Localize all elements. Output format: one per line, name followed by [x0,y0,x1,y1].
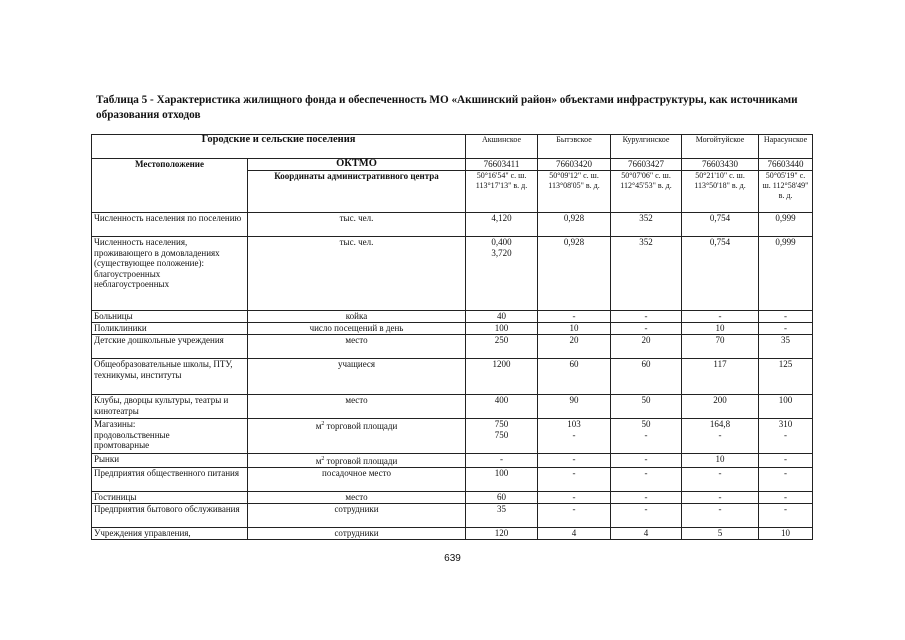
table-row [92,527,813,539]
row-value: 352 [611,213,682,237]
row-value: 10 [538,323,611,335]
coords-label: Координаты административного центра [248,171,466,213]
row-unit: место [248,395,466,419]
row-value: 310 [778,419,793,429]
infrastructure-table [91,134,813,540]
oktmo-row [92,159,813,171]
row-value: 35 [759,335,813,359]
row-value: - [466,454,538,468]
table-row [92,467,813,491]
settlement-name: Нарасунское [759,135,813,159]
row-value: - [759,454,813,468]
row-unit: тыс. чел. [248,213,466,237]
row-value: 60 [466,491,538,503]
row-value: 0,999 [759,213,813,237]
row-unit: койка [248,311,466,323]
row-value: - [538,454,611,468]
oktmo-value: 76603440 [759,159,813,171]
row-unit [248,454,466,468]
row-value: 750 [494,429,509,440]
oktmo-value: 76603420 [538,159,611,171]
row-value: 0,400 [491,237,512,247]
row-value: 125 [759,359,813,395]
row-value: - [682,311,759,323]
row-value: - [538,491,611,503]
row-value: - [682,491,759,503]
page-number: 639 [444,553,461,564]
row-subname: промтоварные [94,440,150,450]
row-name: Численность населения по поселению [92,213,248,237]
table-row [92,503,813,527]
row-subname: благоустроенных [94,268,161,279]
row-value: - [611,503,682,527]
row-value: 1200 [466,359,538,395]
row-name: Магазины: [94,419,136,429]
table-row [92,419,813,454]
row-value: 10 [682,323,759,335]
unit-prefix: м [315,456,322,466]
coords-value: 50°21'10" с. ш. 113°50'18" в. д. [682,171,759,213]
row-name: Клубы, дворцы культуры, театры и кинотеатры [92,395,248,419]
row-value: 352 [611,237,682,311]
row-value: 20 [611,335,682,359]
row-name: Предприятия бытового обслуживания [92,503,248,527]
row-value: - [682,467,759,491]
row-value: 0,928 [538,237,611,311]
row-unit: посадочное место [248,467,466,491]
row-value: 10 [682,454,759,468]
row-value: 120 [466,527,538,539]
row-unit: число посещений в день [248,323,466,335]
row-value: - [759,491,813,503]
row-value: 60 [538,359,611,395]
row-unit: место [248,335,466,359]
row-value: 0,999 [759,237,813,311]
row-value: 117 [682,359,759,395]
oktmo-label: ОКТМО [248,159,466,171]
coords-value: 50°07'06" с. ш. 112°45'53" в. д. [611,171,682,213]
row-value: - [611,454,682,468]
row-value: - [759,467,813,491]
oktmo-value: 76603411 [466,159,538,171]
row-value-pair [611,419,682,454]
table-row [92,359,813,395]
row-value-pair [538,419,611,454]
row-value: 200 [682,395,759,419]
settlement-name: Курулгинское [611,135,682,159]
location-label: Местоположение [92,159,248,213]
row-value: 4 [611,527,682,539]
settlement-name: Акшинское [466,135,538,159]
table-row [92,454,813,468]
row-name-block [92,237,248,311]
row-name: Учреждения управления, [92,527,248,539]
row-name: Рынки [92,454,248,468]
row-unit [248,419,466,454]
row-value: 4,120 [466,213,538,237]
row-value: 100 [466,323,538,335]
table-row [92,213,813,237]
row-value: 40 [466,311,538,323]
row-value: 70 [682,335,759,359]
row-value: - [759,503,813,527]
coords-value: 50°05'19" с. ш. 112°58'49" в. д. [759,171,813,213]
row-value-pair [466,237,538,311]
unit-suffix: торговой площади [324,456,398,466]
row-value: 0,754 [682,213,759,237]
row-name: Численность населения, проживающего в домовладениях (существующее положение): [94,237,220,268]
table-row [92,395,813,419]
row-value: 90 [538,395,611,419]
settlement-name: Бытэвское [538,135,611,159]
oktmo-value: 76603430 [682,159,759,171]
table-row [92,491,813,503]
row-value: - [611,467,682,491]
row-subname: продовольственные [94,429,170,440]
row-value-pair [682,419,759,454]
table-row [92,311,813,323]
row-name: Гостиницы [92,491,248,503]
row-value: 10 [759,527,813,539]
row-value: - [759,323,813,335]
row-name: Предприятия общественного питания [92,467,248,491]
row-value: - [572,429,576,440]
row-name-block [92,419,248,454]
row-value: - [611,323,682,335]
row-value: 250 [466,335,538,359]
header-row [92,135,813,159]
row-value: 164,8 [709,419,731,429]
coords-value: 50°09'12" с. ш. 113°08'05" в. д. [538,171,611,213]
row-value: - [718,429,722,440]
row-value: - [538,503,611,527]
row-value: 3,720 [491,247,512,258]
row-value: 100 [466,467,538,491]
row-subname: неблагоустроенных [94,279,170,289]
row-value-pair [466,419,538,454]
unit-sup: 2 [321,456,325,462]
oktmo-value: 76603427 [611,159,682,171]
row-value: 103 [567,419,581,429]
coords-value: 50°16'54" с. ш. 113°17'13" в. д. [466,171,538,213]
row-value: 60 [611,359,682,395]
row-value: - [682,503,759,527]
table-row [92,323,813,335]
header-group: Городские и сельские поселения [92,135,466,159]
table-row [92,237,813,311]
row-value: - [759,311,813,323]
row-value: - [611,311,682,323]
table-title: Таблица 5 - Характеристика жилищного фонда и обеспеченность МО «Акшинский район» объектами инфраструктуры, как источниками образования отходов [96,94,798,121]
row-value: 50 [641,419,651,429]
row-value: - [538,311,611,323]
row-value: 5 [682,527,759,539]
row-unit: учащиеся [248,359,466,395]
table-row [92,335,813,359]
row-value: 100 [759,395,813,419]
unit-sup: 2 [321,421,325,427]
row-name: Общеобразовательные школы, ПТУ, техникумы, институты [92,359,248,395]
row-value: 400 [466,395,538,419]
row-unit: тыс. чел. [248,237,466,311]
row-value: 4 [538,527,611,539]
row-value: 0,928 [538,213,611,237]
row-value: 750 [494,419,509,429]
settlement-name: Могойтуйское [682,135,759,159]
row-unit: сотрудники [248,503,466,527]
row-value: - [644,429,648,440]
row-value: 0,754 [682,237,759,311]
row-value-pair [759,419,813,454]
row-unit: место [248,491,466,503]
row-value: - [784,429,788,440]
unit-suffix: торговой площади [324,421,398,431]
row-name: Детские дошкольные учреждения [92,335,248,359]
row-value: - [611,491,682,503]
row-name: Больницы [92,311,248,323]
row-unit: сотрудники [248,527,466,539]
row-value: 20 [538,335,611,359]
row-name: Поликлиники [92,323,248,335]
row-value: 50 [611,395,682,419]
row-value: - [538,467,611,491]
row-value: 35 [466,503,538,527]
unit-prefix: м [315,421,322,431]
